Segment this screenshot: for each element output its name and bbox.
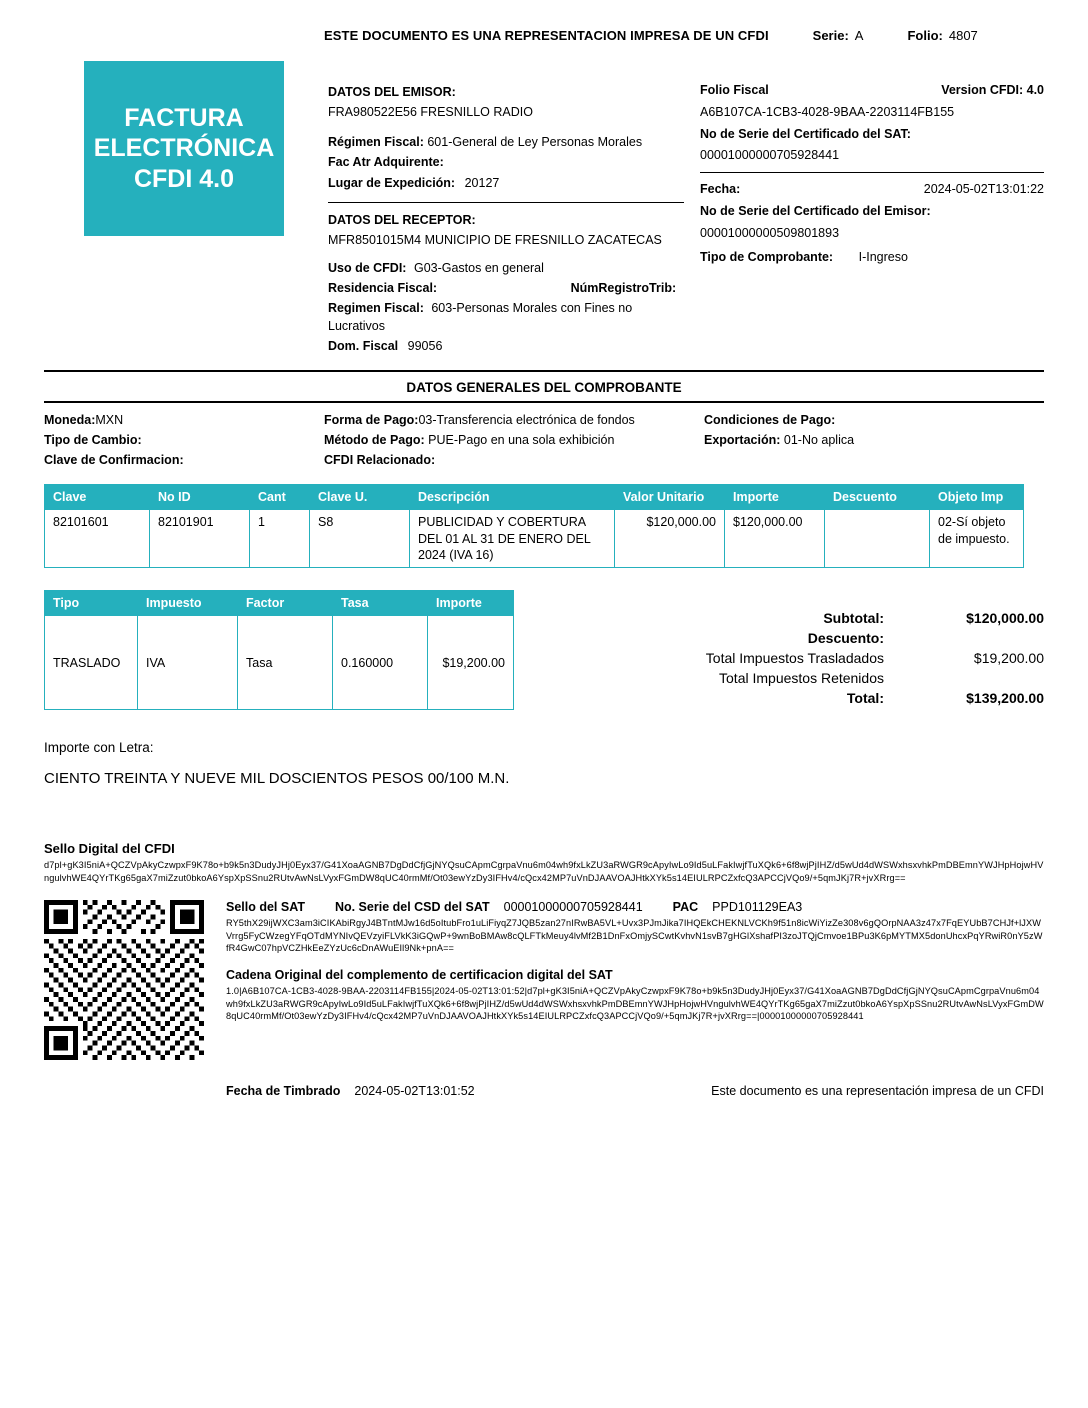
emisor-name: FRA980522E56 FRESNILLO RADIO — [328, 105, 533, 120]
taxes-totals-section — [44, 590, 1044, 710]
document-note: ESTE DOCUMENTO ES UNA REPRESENTACION IMPRESA DE UN CFDI — [324, 28, 769, 43]
forma-pago-value: 03-Transferencia electrónica de fondos — [418, 412, 635, 427]
tipo-comprobante-value: I-Ingreso — [858, 250, 908, 265]
serie-csd-sat-label: No de Serie del Certificado del SAT: — [700, 126, 911, 141]
subtotal-label: Subtotal: — [823, 610, 884, 626]
exportacion-label: Exportación: — [704, 432, 781, 447]
sello-cfdi-value: d7pl+gK3I5niA+QCZVpAkyCzwpxF9K78o+b9k5n3DudyJHj0Eyx37/G41XoaAGNB7DgDdCfjGjNYQsuCApmCgrpaVnu6m04wh9fxLkZU3aRWGR9cApyIwLo9Id5uLFakIwjfTuXQk6+6f8wjPjIHZ/d5wUd4dWSWxhsxvhkPmDBEmnYWJHpHojwHVngulvhWE4QYrTKg65gaX7miZzut0bkoA6YspXpSSnu2RUtvAwNsLVyxFGmDW8qUC40rmMf/Ot03ewYzDy3IFHv4/cQcx42MP7uVnDJAAVOAJHtkXYk5s14EIULRPCZxfcQ3APCCjVQo9/+5qmJKj7R+jvXRrg== — [44, 860, 1044, 883]
cell-descuento — [825, 510, 930, 568]
serie-csd-sat-value: 00001000000705928441 — [700, 148, 840, 163]
generales-title: DATOS GENERALES DEL COMPROBANTE — [406, 379, 682, 395]
emisor-lugar-label: Lugar de Expedición: — [328, 175, 456, 190]
metodo-pago-label: Método de Pago: — [324, 432, 425, 447]
footer-note: Este documento es una representación impresa de un CFDI — [711, 1084, 1044, 1099]
logo-box — [84, 61, 284, 236]
col-clave: Clave — [45, 485, 150, 510]
concepts-header-row — [45, 485, 1024, 510]
receptor-title: DATOS DEL RECEPTOR: — [328, 212, 476, 227]
folio-fiscal-label: Folio Fiscal — [700, 83, 769, 97]
col-claveu: Clave U. — [310, 485, 410, 510]
cell-factor: Tasa — [238, 616, 333, 710]
logo-line-2: ELECTRÓNICA — [93, 134, 275, 163]
forma-pago-label: Forma de Pago: — [324, 412, 419, 427]
generales-col-3 — [704, 410, 1044, 471]
col-descripcion: Descripción — [410, 485, 615, 510]
total-value: $139,200.00 — [966, 690, 1044, 706]
col-tipo: Tipo — [45, 591, 138, 616]
folio-label: Folio: — [907, 28, 943, 43]
receptor-regimen-value: 603-Personas Morales con Fines no Lucrativos — [328, 301, 633, 334]
divider-generales-bottom — [44, 401, 1044, 403]
table-row — [45, 510, 1024, 568]
serie-label: Serie: — [812, 28, 849, 43]
logo-line-3: CFDI 4.0 — [133, 164, 235, 193]
emisor-facatr-label: Fac Atr Adquirente: — [328, 155, 444, 170]
fecha-label: Fecha: — [700, 182, 741, 196]
receptor-dom-label: Dom. Fiscal — [328, 339, 399, 354]
sello-sat-title: Sello del SAT — [226, 900, 305, 915]
serie-csd-sat-number: 00001000000705928441 — [503, 900, 643, 915]
pac-value: PPD101129EA3 — [712, 900, 803, 915]
cell-valor-unitario: $120,000.00 — [615, 510, 725, 568]
cell-objeto-imp: 02-Sí objeto de impuesto. — [930, 510, 1024, 568]
serie-csd-emisor-value: 00001000000509801893 — [700, 225, 840, 240]
sello-sat-value: RY5thX29ijWXC3am3iCIKAbiRgyJ4BTntMJw16d5oItubFro1uLiFiyqZ7JQB5zan27nIRwBA5VL+Uvx3PJmJika7IHQEkCHEKNLVCKh9f51n8icWiYizZe308v6gQOrpNAA3z47x7FqEYUbB7CHJf+lJXWVrrg5FyCWzegYFqOTdMYNIvQEVzyiFLVkK3iGQwP+9wnBoBMAw8cQLFTkMeuy4lvMf2B1DnFxOmjySCwtKvhvN1svB7gHGlXshafPI3zoJTQjCmvoe1BPu3K6pMYTMX5donUhcxPqYRwiR0nY5zWfR4GwC07hpVCZHkEeZYzUc6cDnAWuEIl9Nk+pnA== — [226, 918, 1043, 953]
subtotal-value: $120,000.00 — [966, 610, 1044, 626]
metodo-pago-value: PUE-Pago en una sola exhibición — [424, 432, 615, 447]
clave-confirmacion-label: Clave de Confirmacion: — [44, 453, 184, 467]
fiscal-column — [684, 61, 1044, 358]
total-trasladados — [614, 650, 1044, 666]
upper-section — [44, 61, 1044, 358]
serie-csd-emisor-label: No de Serie del Certificado del Emisor: — [700, 203, 931, 218]
moneda-value: MXN — [95, 412, 124, 427]
receptor-name: MFR8501015M4 MUNICIPIO DE FRESNILLO ZACATECAS — [328, 232, 662, 247]
col-noid: No ID — [150, 485, 250, 510]
cell-descripcion: PUBLICIDAD Y COBERTURA DEL 01 AL 31 DE ENERO DEL 2024 (IVA 16) — [410, 510, 615, 568]
receptor-residencia-label: Residencia Fiscal: — [328, 281, 438, 295]
uuid-value: A6B107CA-1CB3-4028-9BAA-2203114FB155 — [700, 104, 955, 119]
generales-col-2 — [324, 410, 704, 471]
col-importe-impuesto: Importe — [428, 591, 514, 616]
taxes-header-row — [45, 591, 514, 616]
receptor-numregtrib-label: NúmRegistroTrib: — [570, 281, 677, 295]
pac-label: PAC — [672, 900, 699, 915]
cell-noid: 82101901 — [150, 510, 250, 568]
totals-block — [614, 590, 1044, 710]
serie-value: A — [854, 28, 864, 43]
emisor-regimen-value: 601-General de Ley Personas Morales — [427, 135, 643, 150]
emisor-title: DATOS DEL EMISOR: — [328, 85, 456, 99]
emisor-receptor-column — [284, 61, 684, 358]
cell-tasa: 0.160000 — [333, 616, 428, 710]
cell-impuesto: IVA — [138, 616, 238, 710]
taxes-table — [44, 590, 514, 710]
col-importe: Importe — [725, 485, 825, 510]
moneda-label: Moneda: — [44, 412, 96, 427]
tipo-cambio-label: Tipo de Cambio: — [44, 432, 142, 447]
cell-importe-tax: $19,200.00 — [428, 616, 514, 710]
sat-details — [204, 900, 1044, 1060]
folio-value: 4807 — [948, 28, 978, 43]
descuento-value — [904, 630, 1044, 646]
retenidos-value — [904, 670, 1044, 686]
emisor-regimen-label: Régimen Fiscal: — [328, 135, 424, 150]
receptor-uso-label: Uso de CFDI: — [328, 260, 407, 275]
receptor-regimen-label: Regimen Fiscal: — [328, 301, 424, 316]
serie-csd-sat-title: No. Serie del CSD del SAT — [334, 900, 490, 915]
total-subtotal — [614, 610, 1044, 626]
trasladados-label: Total Impuestos Trasladados — [705, 650, 884, 666]
folio-field — [907, 28, 977, 43]
condiciones-pago-label: Condiciones de Pago: — [704, 412, 836, 427]
cfdi-relacionado-label: CFDI Relacionado: — [324, 453, 436, 467]
col-tasa: Tasa — [333, 591, 428, 616]
qr-sat-section — [44, 900, 1044, 1060]
fecha-value: 2024-05-02T13:01:22 — [923, 182, 1044, 196]
footer-row — [44, 1084, 1044, 1098]
sello-cfdi-title: Sello Digital del CFDI — [44, 841, 175, 857]
document-header — [44, 0, 1044, 43]
generales-col-1 — [44, 410, 324, 471]
generales-grid — [44, 410, 1044, 471]
trasladados-value: $19,200.00 — [973, 650, 1044, 666]
total-descuento — [614, 630, 1044, 646]
cell-cant: 1 — [250, 510, 310, 568]
receptor-dom-value: 99056 — [407, 339, 443, 354]
sello-cfdi-section — [44, 841, 1044, 884]
tipo-comprobante-label: Tipo de Comprobante: — [700, 250, 834, 265]
descuento-label: Descuento: — [807, 630, 884, 646]
divider-fiscal — [700, 172, 1044, 173]
cell-importe: $120,000.00 — [725, 510, 825, 568]
importe-letra-value: CIENTO TREINTA Y NUEVE MIL DOSCIENTOS PESOS 00/100 M.N. — [44, 770, 510, 787]
col-valor-unitario: Valor Unitario — [615, 485, 725, 510]
receptor-uso-value: G03-Gastos en general — [413, 260, 544, 275]
divider-emisor-receptor — [328, 202, 684, 203]
col-impuesto: Impuesto — [138, 591, 238, 616]
total-label: Total: — [846, 690, 884, 706]
fecha-timbrado-value: 2024-05-02T13:01:52 — [354, 1084, 475, 1099]
fecha-timbrado-label: Fecha de Timbrado — [226, 1084, 341, 1099]
table-row — [45, 616, 514, 710]
emisor-lugar-value: 20127 — [464, 175, 500, 190]
col-descuento: Descuento — [825, 485, 930, 510]
retenidos-label: Total Impuestos Retenidos — [719, 670, 884, 686]
cell-tipo: TRASLADO — [45, 616, 138, 710]
qr-code-svg — [44, 900, 204, 1060]
qr-code — [44, 900, 204, 1060]
version-cfdi-label: Version CFDI: 4.0 — [941, 83, 1044, 97]
total-retenidos — [614, 670, 1044, 686]
logo-line-1: FACTURA — [124, 103, 244, 132]
col-factor: Factor — [238, 591, 333, 616]
serie-field — [813, 28, 864, 43]
total-final — [614, 690, 1044, 706]
cell-claveu: S8 — [310, 510, 410, 568]
col-cant: Cant — [250, 485, 310, 510]
cadena-original-title: Cadena Original del complemento de certificacion digital del SAT — [226, 968, 613, 983]
cadena-original-value: 1.0|A6B107CA-1CB3-4028-9BAA-2203114FB155|2024-05-02T13:01:52|d7pl+gK3I5niA+QCZVpAkyCzwpxF9K78o+b9k5n3DudyJHj0Eyx37/G41XoaAGNB7DgDdCfjGjNYQsuCApmCgrpaVnu6m04wh9fxLkZU3aRWGR9cApyIwLo9Id5uLFakIwjfTuXQk6+6f8wjPjIHZ/d5wUd4dWSWxhsxvhkPmDBEmnYWJHpHojwHVngulvhWE4QYrTKg65gaX7miZzut0bkoA6YspXpSSnu2RUtvAwNsLVyxFGmDW8qUC40rmMf/Ot03ewYzDy3IFHv4/cQcx42MP7uVnDJAAVOAJHtkXYk5s14EIULRPCZxfcQ3APCCjVQo9/+5qmJKj7R+jvXRrg==|00001000000705928441 — [226, 986, 1044, 1022]
exportacion-value: 01-No aplica — [780, 432, 855, 447]
concepts-table — [44, 484, 1024, 568]
cell-clave: 82101601 — [45, 510, 150, 568]
sat-head-row — [226, 900, 1044, 914]
importe-letra-label: Importe con Letra: — [44, 740, 154, 755]
col-objeto-imp: Objeto Imp — [930, 485, 1024, 510]
